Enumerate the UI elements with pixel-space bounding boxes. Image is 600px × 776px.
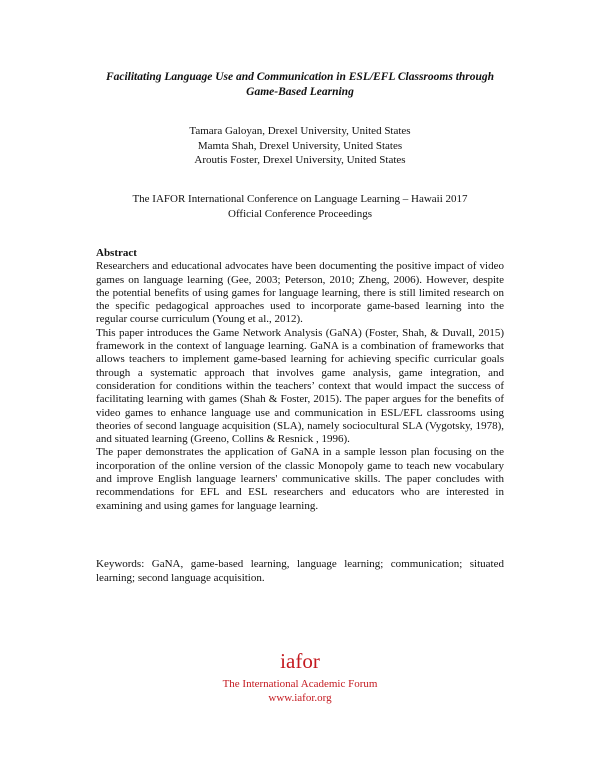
abstract-paragraph-2: This paper introduces the Game Network Analysis (GaNA) (Foster, Shah, & Duvall, 2015) framework in the context of language learning. GaNA is a combination of frameworks that allows teachers to implement game-based learning for achieving specific curricular goals through a systematic approach that involves game analysis, game integration, and consideration for conditions within the teachers’ context that would impact the success of facilitating learning with games (Shah & Foster, 2015). The paper argues for the benefits of video games to enhance language use and communication in ESL/EFL classrooms using theories of second language acquisition (SLA), namely sociocultural SLA (Vygotsky, 1978), and situated learning (Greeno, Collins & Resnick , 1996).	[96, 326, 504, 446]
keywords: Keywords: GaNA, game-based learning, language learning; communication; situated learning; second language acquisition.	[96, 558, 504, 584]
author-list	[60, 124, 540, 168]
abstract-section	[96, 247, 504, 513]
conference-name: The IAFOR International Conference on Language Learning – Hawaii 2017	[132, 193, 468, 205]
paper-title-line-1: Facilitating Language Use and Communication in ESL/EFL Classrooms through	[105, 71, 495, 83]
abstract-heading: Abstract	[96, 247, 137, 259]
conference-proceedings: Official Conference Proceedings	[228, 207, 372, 220]
paper-title-line-2: Game-Based Learning	[246, 86, 354, 98]
conference-info	[60, 192, 540, 221]
paper-title	[60, 70, 540, 100]
author-2: Mamta Shah, Drexel University, United States	[197, 139, 403, 152]
website-link[interactable]: www.iafor.org	[268, 692, 332, 704]
iafor-logo: iafor	[280, 649, 320, 673]
author-3: Aroutis Foster, Drexel University, United States	[194, 154, 406, 166]
footer-info	[150, 677, 450, 705]
organization-name: The International Academic Forum	[222, 678, 378, 690]
abstract-paragraph-3: The paper demonstrates the application of GaNA in a sample lesson plan focusing on the incorporation of the online version of the classic Monopoly game to teach new vocabulary and improve English language learners' communicative skills. The paper concludes with recommendations for EFL and ESL researchers and educators who are interested in examining and using games for language learning.	[96, 446, 504, 512]
author-1: Tamara Galoyan, Drexel University, United States	[189, 125, 411, 137]
abstract-paragraph-1: Researchers and educational advocates have been documenting the positive impact of video games on language learning (Gee, 2003; Peterson, 2010; Zheng, 2006). However, despite the potential benefits of using games for language learning, there is still limited research on the specific pedagogical approaches used to incorporate game-based learning into the regular course curriculum (Young et al., 2012).	[96, 260, 504, 326]
